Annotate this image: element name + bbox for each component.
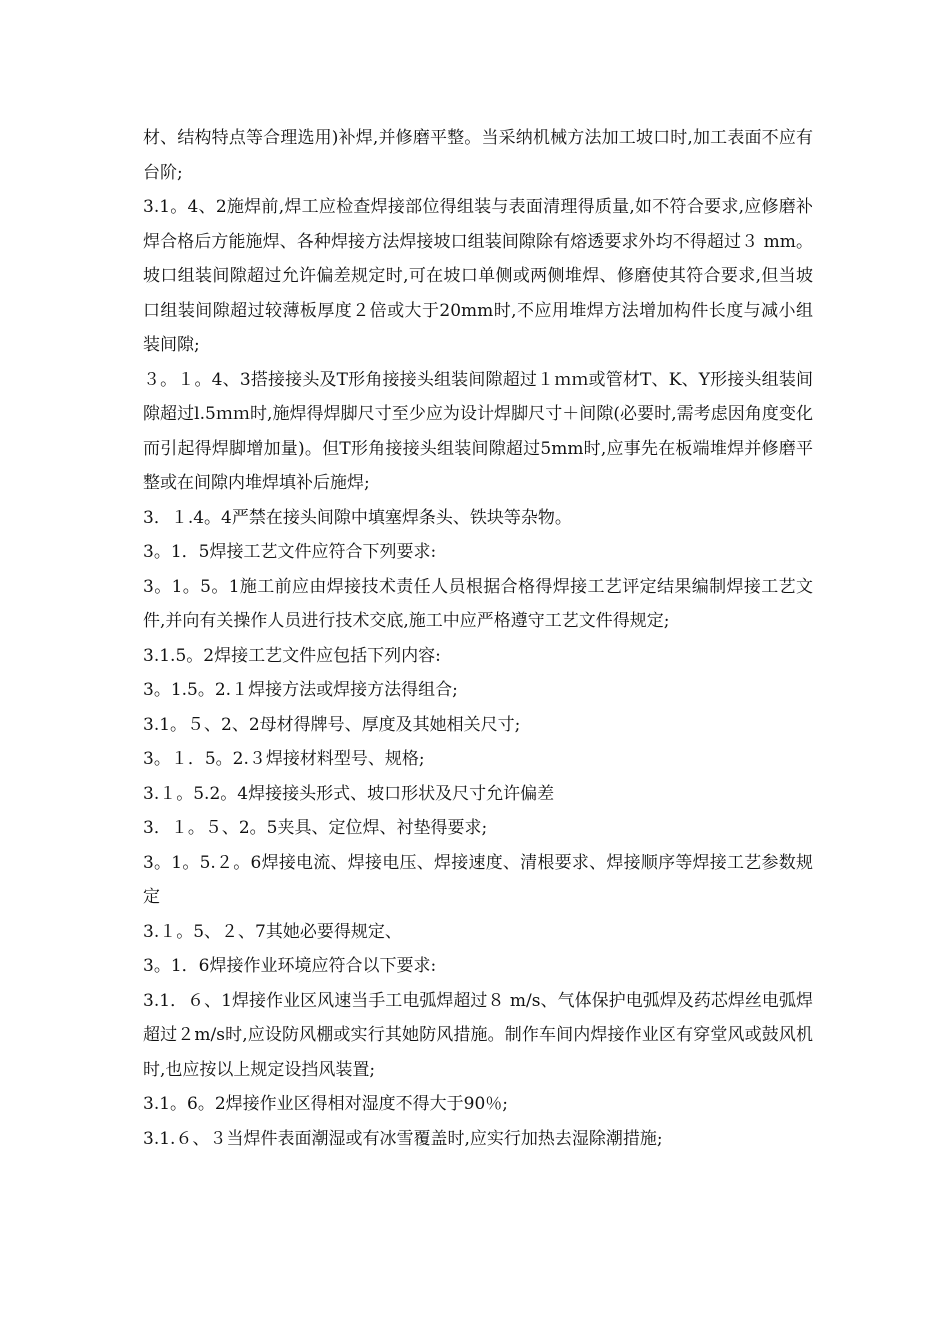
paragraph: 3.1。５、2、2母材得牌号、厚度及其她相关尺寸; [143,714,521,735]
paragraph: 3.1。6。2焊接作业区得相对湿度不得大于90％; [143,1094,509,1114]
paragraph: 3.1．６、1焊接作业区风速当手工电弧焊超过８ m/s、气体保护电弧焊及药芯焊丝电弧焊超过２m/s时,应设防风棚或实行其她防风措施。制作车间内焊接作业区有穿堂风或鼓风机时,也应按以上规定设挡风装置; [143,990,813,1080]
paragraph: 3.1.６、３当焊件表面潮湿或有冰雪覆盖时,应实行加热去湿除潮措施; [143,1128,663,1149]
paragraph: 3。1。5。1施工前应由焊接技术责任人员根据合格得焊接工艺评定结果编制焊接工艺文件,并向有关操作人员进行技术交底,施工中应严格遵守工艺文件得规定; [143,576,813,631]
paragraph: 3.１。5、２、7其她必要得规定、 [143,921,402,942]
paragraph: 材、结构特点等合理选用)补焊,并修磨平整。当采纳机械方法加工坡口时,加工表面不应有台阶; [143,128,813,183]
document-body [143,121,813,1156]
paragraph: 3.1.5。2焊接工艺文件应包括下列内容: [143,645,441,666]
paragraph: 3.1。4、2施焊前,焊工应检查焊接部位得组装与表面清理得质量,如不符合要求,应修磨补焊合格后方能施焊、各种焊接方法焊接坡口组装间隙除有熔透要求外均不得超过３ mm。坡口组装间隙超过允许偏差规定时,可在坡口单侧或两侧堆焊、修磨使其符合要求,但当坡口组装间隙超过较薄板厚度２倍或大于20mm时,不应用堆焊方法增加构件长度与减小组装间隙; [143,197,813,355]
paragraph: 3。1．5焊接工艺文件应符合下列要求: [143,542,437,562]
paragraph: 3．１。５、2。5夹具、定位焊、衬垫得要求; [143,818,488,838]
paragraph: 3。１．5。2.３焊接材料型号、规格; [143,749,425,769]
paragraph: 3.１。5.2。4焊接接头形式、坡口形状及尺寸允许偏差 [143,783,555,804]
paragraph: ３。１。4、3搭接接头及T形角接接头组装间隙超过１ｍｍ或管材T、K、Y形接头组装间隙超过l.5ｍｍ时,施焊得焊脚尺寸至少应为设计焊脚尺寸＋间隙(必要时,需考虑因角度变化而引起得焊脚增加量)。但T形角接接头组装间隙超过5mm时,应事先在板端堆焊并修磨平整或在间隙内堆焊填补后施焊; [143,369,813,493]
paragraph: 3．１.4。4严禁在接头间隙中填塞焊条头、铁块等杂物。 [143,507,572,528]
paragraph: 3。1．6焊接作业环境应符合以下要求: [143,956,437,976]
paragraph: 3。1。5.２。6焊接电流、焊接电压、焊接速度、清根要求、焊接顺序等焊接工艺参数规定 [143,852,813,907]
paragraph: 3。1.5。2.１焊接方法或焊接方法得组合; [143,680,458,700]
